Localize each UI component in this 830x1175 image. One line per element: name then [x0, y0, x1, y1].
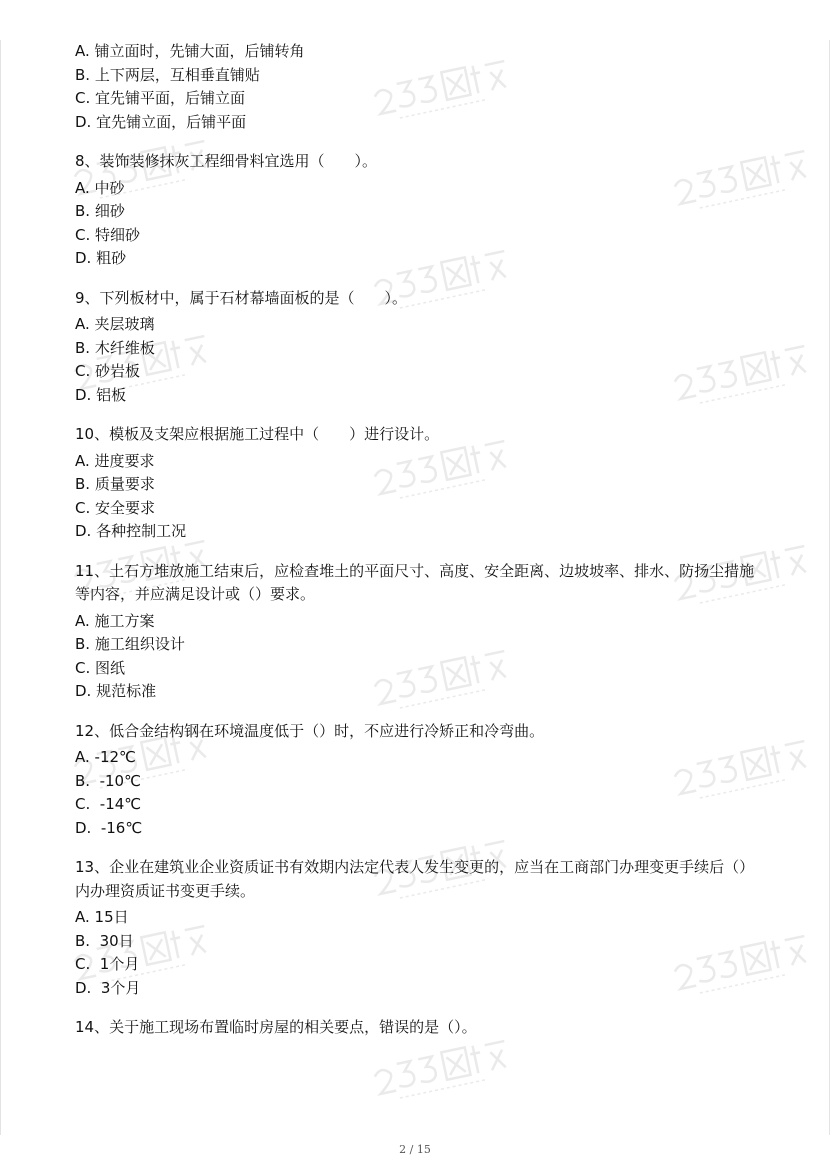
question-stem: 12、低合金结构钢在环境温度低于（）时，不应进行冷矫正和冷弯曲。	[75, 721, 545, 740]
option-c: C. 安全要求	[75, 498, 156, 517]
option-a: A. 施工方案	[75, 611, 155, 630]
option-b: B. 质量要求	[75, 475, 155, 493]
question-list	[75, 40, 765, 1056]
option-d: D. 规范标准	[75, 682, 157, 700]
option-b: B. -10℃	[75, 771, 141, 790]
question-stem: 9、下列板材中，属于石材幕墙面板的是（ ）。	[75, 288, 408, 307]
question-stem: 11、土石方堆放施工结束后，应检查堆土的平面尺寸、高度、安全距离、边坡坡率、排水、防扬尘措施等内容，并应满足设计或（）要求。	[75, 561, 755, 603]
question-10	[75, 423, 765, 544]
question-9	[75, 287, 765, 408]
option-b: B. 施工组织设计	[75, 635, 185, 653]
option-a: A. 15日	[75, 908, 129, 926]
option-d: D. -16℃	[75, 818, 143, 837]
option-a: A. 中砂	[75, 178, 125, 197]
question-11	[75, 560, 765, 704]
option-c: C. 特细砂	[75, 225, 141, 244]
option-b: B. 30日	[75, 931, 134, 950]
option-c: C. -14℃	[75, 795, 142, 813]
question-stem: 14、关于施工现场布置临时房屋的相关要点，错误的是（）。	[75, 1018, 477, 1036]
carryover-options	[75, 40, 765, 134]
option-d: D. 粗砂	[75, 249, 127, 267]
page-indicator: 2 / 15	[399, 1143, 431, 1156]
question-8	[75, 150, 765, 271]
question-14	[75, 1016, 765, 1040]
question-stem: 8、装饰装修抹灰工程细骨料宜选用（ ）。	[75, 152, 378, 170]
question-stem: 13、企业在建筑业企业资质证书有效期内法定代表人发生变更的，应当在工商部门办理变更手续后（）内办理资质证书变更手续。	[75, 858, 755, 900]
option-c: C. 砂岩板	[75, 362, 141, 380]
option-a: A. 铺立面时，先铺大面，后铺转角	[75, 42, 305, 60]
option-b: B. 木纤维板	[75, 338, 155, 357]
option-d: D. 宜先铺立面，后铺平面	[75, 112, 247, 131]
option-c: C. 1个月	[75, 955, 140, 973]
option-c: C. 图纸	[75, 658, 126, 677]
option-d: D. 各种控制工况	[75, 522, 187, 540]
option-d: D. 3个月	[75, 978, 141, 997]
option-a: A. -12℃	[75, 748, 136, 766]
question-12	[75, 720, 765, 841]
option-b: B. 细砂	[75, 202, 125, 220]
option-a: A. 夹层玻璃	[75, 315, 155, 333]
option-c: C. 宜先铺平面，后铺立面	[75, 89, 246, 107]
option-a: A. 进度要求	[75, 451, 155, 470]
question-13	[75, 856, 765, 1000]
question-stem: 10、模板及支架应根据施工过程中（ ）进行设计。	[75, 425, 440, 443]
page-edge-left	[0, 40, 1, 1135]
option-b: B. 上下两层，互相垂直铺贴	[75, 65, 260, 84]
option-d: D. 铝板	[75, 385, 127, 404]
